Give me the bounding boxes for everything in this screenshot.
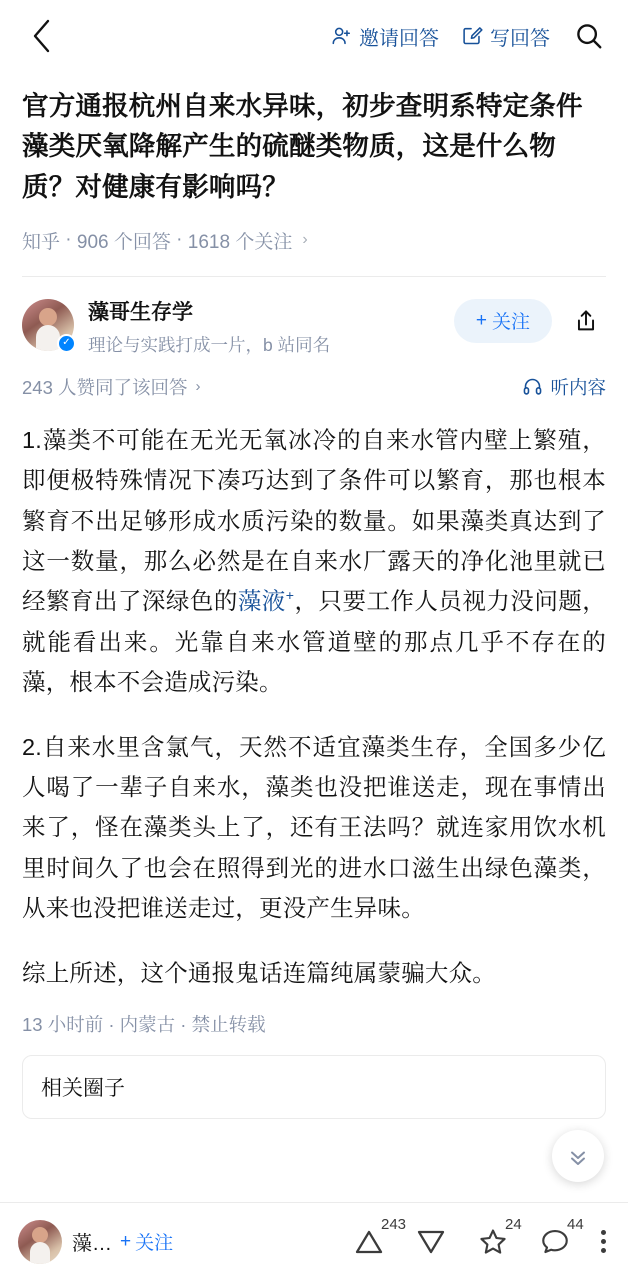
upvote-summary-chevron-icon: › [195, 378, 201, 396]
chevron-left-icon [31, 18, 53, 54]
share-button[interactable] [566, 299, 606, 343]
bottom-follow-plus-icon: + [120, 1230, 132, 1252]
author-name[interactable]: 藻哥生存学 [88, 300, 193, 324]
author-avatar[interactable] [22, 299, 74, 351]
question-meta-chevron-icon: › [302, 231, 308, 249]
bottom-author-name[interactable]: 藻… [72, 1233, 112, 1255]
downvote-button[interactable] [415, 1226, 447, 1258]
follow-plus-icon: + [475, 309, 487, 331]
inline-link-zaoye[interactable] [238, 588, 294, 614]
author-description: 理论与实践打成一片，b 站同名 [88, 335, 331, 356]
headphone-icon [522, 376, 543, 397]
user-invite-icon [330, 25, 352, 47]
answer-paragraph-2: 2.自来水里含氯气，天然不适宜藻类生存，全国多少亿人喝了一辈子自来水，藻类也没把谁送走，现在事情出来了，怪在藻类头上了，还有王法吗？就连家用饮水机里时间久了也会在照得到光的进水口滋生出绿色藻类，从来也没把谁送走过，更没产生异味。 [22, 733, 606, 922]
meta-sep-2: · [170, 229, 188, 251]
pencil-square-icon [461, 25, 483, 47]
paragraph-1-text-post: ，只要工作人员视力没问题，就能看出来。光靠自来水管道壁的那点几乎不存在的藻，根本不会造成污染。 [22, 588, 606, 696]
more-dot-3 [601, 1248, 606, 1253]
upvote-count: 243 [381, 1215, 407, 1233]
answer-paragraph-1 [22, 420, 606, 703]
inline-link-label: 藻液 [237, 588, 286, 615]
more-dot-2 [601, 1239, 606, 1244]
write-answer-label: 写回答 [490, 27, 550, 50]
paragraph-1-text-pre: 1.藻类不可能在无光无氧冰冷的自来水管内壁上繁殖，即便极特殊情况下凑巧达到了条件可以繁育，那也根本繁育不出足够形成水质污染的数量。如果藻类真达到了这一数量，那么必然是在自来水厂露天的净化池里就已经繁育出了深绿色的 [22, 426, 606, 615]
answer-paragraph-3: 综上所述，这个通报鬼话连篇纯属蒙骗大众。 [22, 959, 496, 986]
author-info [88, 299, 444, 358]
question-source: 知乎 [22, 231, 61, 253]
bottom-follow-label: 关注 [135, 1233, 174, 1254]
listen-content-label: 听内容 [550, 376, 606, 398]
collapse-answer-button[interactable] [552, 1130, 604, 1182]
upvote-summary-label: 243 人赞同了该回答 [22, 376, 188, 398]
search-button[interactable] [572, 19, 606, 53]
question-answer-count: 906 个回答 [76, 231, 171, 253]
listen-content-button[interactable] [522, 374, 606, 400]
inline-link-sup: + [285, 587, 295, 604]
share-icon [573, 308, 599, 334]
invite-answer-label: 邀请回答 [359, 27, 439, 50]
downvote-triangle-icon [415, 1226, 447, 1258]
related-circle-card[interactable] [22, 1055, 606, 1119]
follow-button-label: 关注 [491, 312, 530, 334]
more-dot-1 [601, 1230, 606, 1235]
upvote-button[interactable] [353, 1215, 407, 1258]
bottom-follow-button[interactable] [120, 1228, 173, 1255]
favorite-button[interactable] [477, 1215, 522, 1258]
bottom-actions [353, 1215, 610, 1258]
meta-sep-1: · [60, 229, 77, 251]
question-meta[interactable] [22, 227, 606, 254]
more-options-button[interactable] [601, 1230, 606, 1253]
answer-content [0, 400, 628, 993]
top-navigation-bar [0, 0, 628, 72]
vote-row [0, 358, 628, 400]
search-icon [574, 21, 604, 51]
invite-answer-button[interactable] [330, 22, 439, 51]
comment-button[interactable] [539, 1215, 584, 1258]
author-row [0, 277, 628, 358]
upvote-summary[interactable] [22, 374, 201, 400]
question-title[interactable]: 官方通报杭州自来水异味，初步查明系特定条件藻类厌氧降解产生的硫醚类物质，这是什么物质？对健康有影响吗？ [22, 91, 583, 202]
favorite-count: 24 [505, 1215, 522, 1233]
follow-button[interactable] [454, 299, 552, 343]
related-circle-title: 相关圈子 [41, 1077, 125, 1100]
bottom-action-bar [0, 1202, 628, 1280]
back-button[interactable] [22, 16, 62, 56]
comment-count: 44 [567, 1215, 584, 1233]
bottom-author-avatar[interactable] [18, 1220, 62, 1264]
chevron-double-down-icon [566, 1144, 590, 1168]
question-follower-count: 1618 个关注 [187, 231, 293, 253]
verified-badge-icon: ✓ [57, 334, 76, 353]
top-actions [330, 19, 606, 53]
answer-post-meta: 13 小时前 · 内蒙古 · 禁止转载 [22, 1014, 266, 1035]
question-block [0, 72, 628, 277]
write-answer-button[interactable] [461, 22, 550, 51]
